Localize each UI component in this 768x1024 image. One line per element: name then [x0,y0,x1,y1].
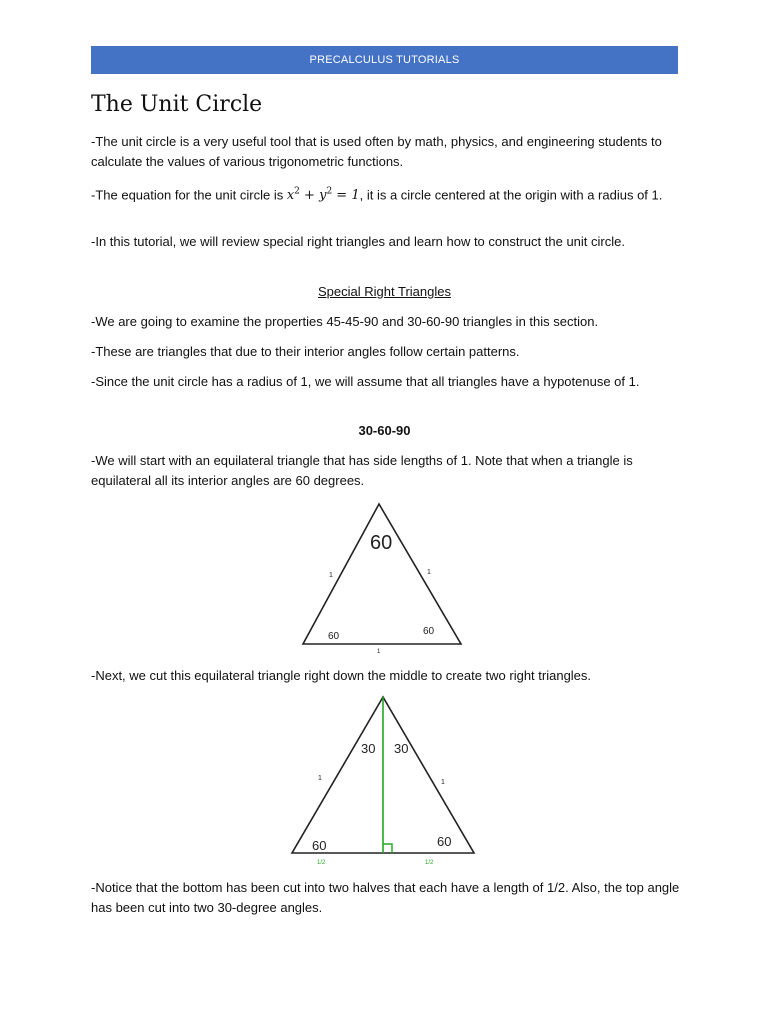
bottom-right-angle-label: 60 [423,626,435,637]
top-left-angle-label: 30 [361,741,376,756]
special-paragraph-3: -Since the unit circle has a radius of 1, we will assume that all triangles have a hypotenuse of 1. [91,374,640,389]
special-paragraph-2: -These are triangles that due to their interior angles follow certain patterns. [91,344,520,359]
equation: $x^2 + y^2 = 1$ [286,187,360,204]
special-paragraph-1: -We are going to examine the properties 45-45-90 and 30-60-90 triangles in this section. [91,314,599,329]
section-heading-30-60-90: 30-60-90 [358,423,411,438]
right-side-label: 1 [427,569,431,576]
right-half-base-label: 1/2 [425,860,434,866]
section-306090-paragraph-2: -Next, we cut this equilateral triangle right down the middle to create two right triangles. [91,668,592,683]
base-label: 1 [377,649,381,655]
left-side-label: 1 [318,775,322,782]
left-side-label: 1 [329,572,333,579]
bottom-left-angle-label: 60 [328,631,340,642]
section-heading-special-triangles: Special Right Triangles [318,284,451,299]
top-angle-label: 60 [370,532,393,554]
equilateral-triangle-outline [303,504,461,644]
section-306090-paragraph-3: -Notice that the bottom has been cut into two halves that each have a length of 1/2. Also, the top angle has been cut into two 30-degree angles. [91,880,680,915]
bottom-right-angle-label: 60 [437,834,452,849]
equilateral-triangle-figure [300,500,470,656]
right-side-label: 1 [441,779,445,786]
intro-paragraph-1: -The unit circle is a very useful tool that is used often by math, physics, and engineering students to calculate the values of various trigonometric functions. [91,134,662,169]
header-banner [91,46,678,74]
bisected-triangle-figure [288,692,478,868]
right-angle-marker [383,844,392,853]
header-label: PRECALCULUS TUTORIALS [309,54,460,66]
page-title: The Unit Circle [91,92,263,117]
section-306090-paragraph-1: -We will start with an equilateral triangle that has side lengths of 1. Note that when a triangle is equilateral all its interior angles are 60 degrees. [91,453,633,488]
intro-paragraph-2: -The equation for the unit circle is $x^2 + y^2 = 1$, it is a circle centered at the origin with a radius of 1. [91,187,663,204]
left-half-base-label: 1/2 [317,860,326,866]
bottom-left-angle-label: 60 [312,838,327,853]
intro-paragraph-3: -In this tutorial, we will review special right triangles and learn how to construct the unit circle. [91,234,625,249]
top-right-angle-label: 30 [394,741,409,756]
